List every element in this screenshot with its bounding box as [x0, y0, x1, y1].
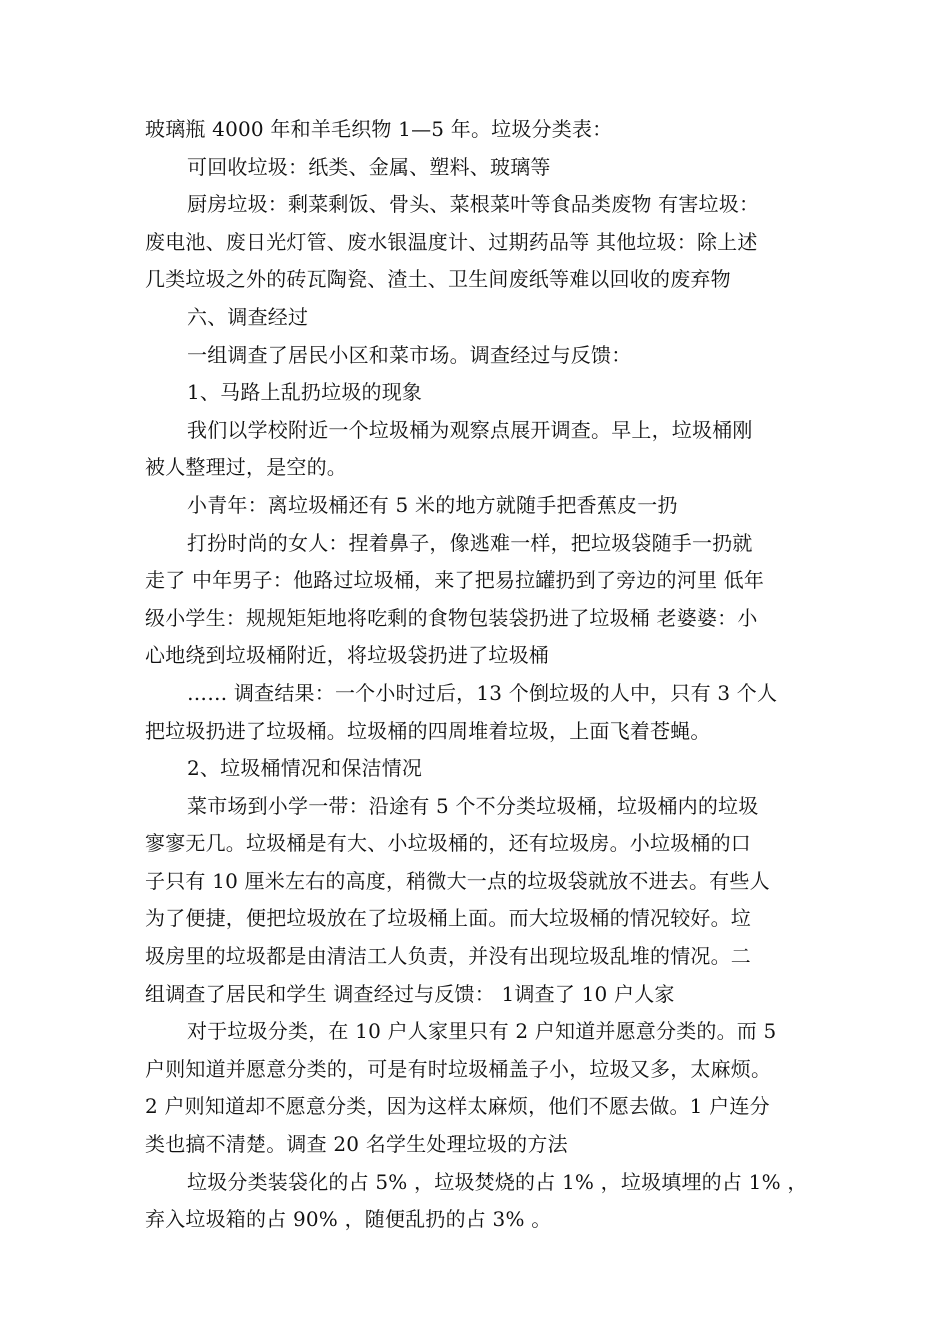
- text-line: 心地绕到垃圾桶附近，将垃圾袋扔进了垃圾桶: [145, 643, 549, 668]
- text-line: 圾房里的垃圾都是由清洁工人负责，并没有出现垃圾乱堆的情况。二: [145, 944, 751, 969]
- text-line: 把垃圾扔进了垃圾桶。垃圾桶的四周堆着垃圾，上面飞着苍蝇。: [145, 718, 711, 743]
- text-line: 一组调查了居民小区和菜市场。调查经过与反馈：: [187, 342, 632, 367]
- text-line: 寥寥无几。垃圾桶是有大、小垃圾桶的，还有垃圾房。小垃圾桶的口: [145, 831, 751, 856]
- text-line: 2 户则知道却不愿意分类，因为这样太麻烦，他们不愿去做。1 户连分: [145, 1094, 770, 1119]
- text-line: 被人整理过，是空的。: [145, 455, 347, 480]
- text-line: 子只有 10 厘米左右的高度，稍微大一点的垃圾袋就放不进去。有些人: [145, 868, 770, 893]
- text-line: 对于垃圾分类，在 10 户人家里只有 2 户知道并愿意分类的。而 5: [187, 1019, 777, 1044]
- text-line: 小青年：离垃圾桶还有 5 米的地方就随手把香蕉皮一扔: [187, 492, 678, 517]
- text-line: 级小学生：规规矩矩地将吃剩的食物包装袋扔进了垃圾桶 老婆婆：小: [145, 605, 758, 630]
- text-line: 菜市场到小学一带：沿途有 5 个不分类垃圾桶，垃圾桶内的垃圾: [187, 793, 759, 818]
- text-line: 厨房垃圾：剩菜剩饭、骨头、菜根菜叶等食品类废物 有害垃圾：: [187, 192, 760, 217]
- text-line: 走了 中年男子：他路过垃圾桶，来了把易拉罐扔到了旁边的河里 低年: [145, 568, 765, 593]
- text-line: 1、马路上乱扔垃圾的现象: [187, 380, 423, 405]
- text-line: 打扮时尚的女人：捏着鼻子，像逃难一样，把垃圾袋随手一扔就: [187, 530, 753, 555]
- document-body: [145, 111, 808, 1239]
- text-line: 垃圾分类装袋化的占 5% ，垃圾焚烧的占 1% ，垃圾填埋的占 1% ，: [187, 1169, 808, 1194]
- text-line: 玻璃瓶 4000 年和羊毛织物 1—5 年。垃圾分类表：: [145, 117, 613, 141]
- text-line: 组调查了居民和学生 调查经过与反馈： 1调查了 10 户人家: [145, 981, 675, 1006]
- text-line: 废电池、废日光灯管、废水银温度计、过期药品等 其他垃圾：除上述: [145, 229, 758, 254]
- text-line: 为了便捷，便把垃圾放在了垃圾桶上面。而大垃圾桶的情况较好。垃: [145, 906, 751, 931]
- text-line: 类也搞不清楚。调查 20 名学生处理垃圾的方法: [145, 1132, 568, 1157]
- text-line: 可回收垃圾：纸类、金属、塑料、玻璃等: [187, 154, 551, 179]
- text-line: 我们以学校附近一个垃圾桶为观察点展开调查。早上，垃圾桶刚: [187, 417, 753, 442]
- text-line: 弃入垃圾箱的占 90% ，随便乱扔的占 3% 。: [145, 1207, 552, 1232]
- text-line: …… 调查结果：一个小时过后，13 个倒垃圾的人中，只有 3 个人: [187, 680, 778, 705]
- text-line: 户则知道并愿意分类的，可是有时垃圾桶盖子小，垃圾又多，太麻烦。: [145, 1056, 772, 1081]
- text-line: 六、调查经过: [187, 304, 309, 329]
- text-line: 2、垃圾桶情况和保洁情况: [187, 756, 423, 781]
- text-line: 几类垃圾之外的砖瓦陶瓷、渣土、卫生间废纸等难以回收的废弃物: [145, 267, 731, 292]
